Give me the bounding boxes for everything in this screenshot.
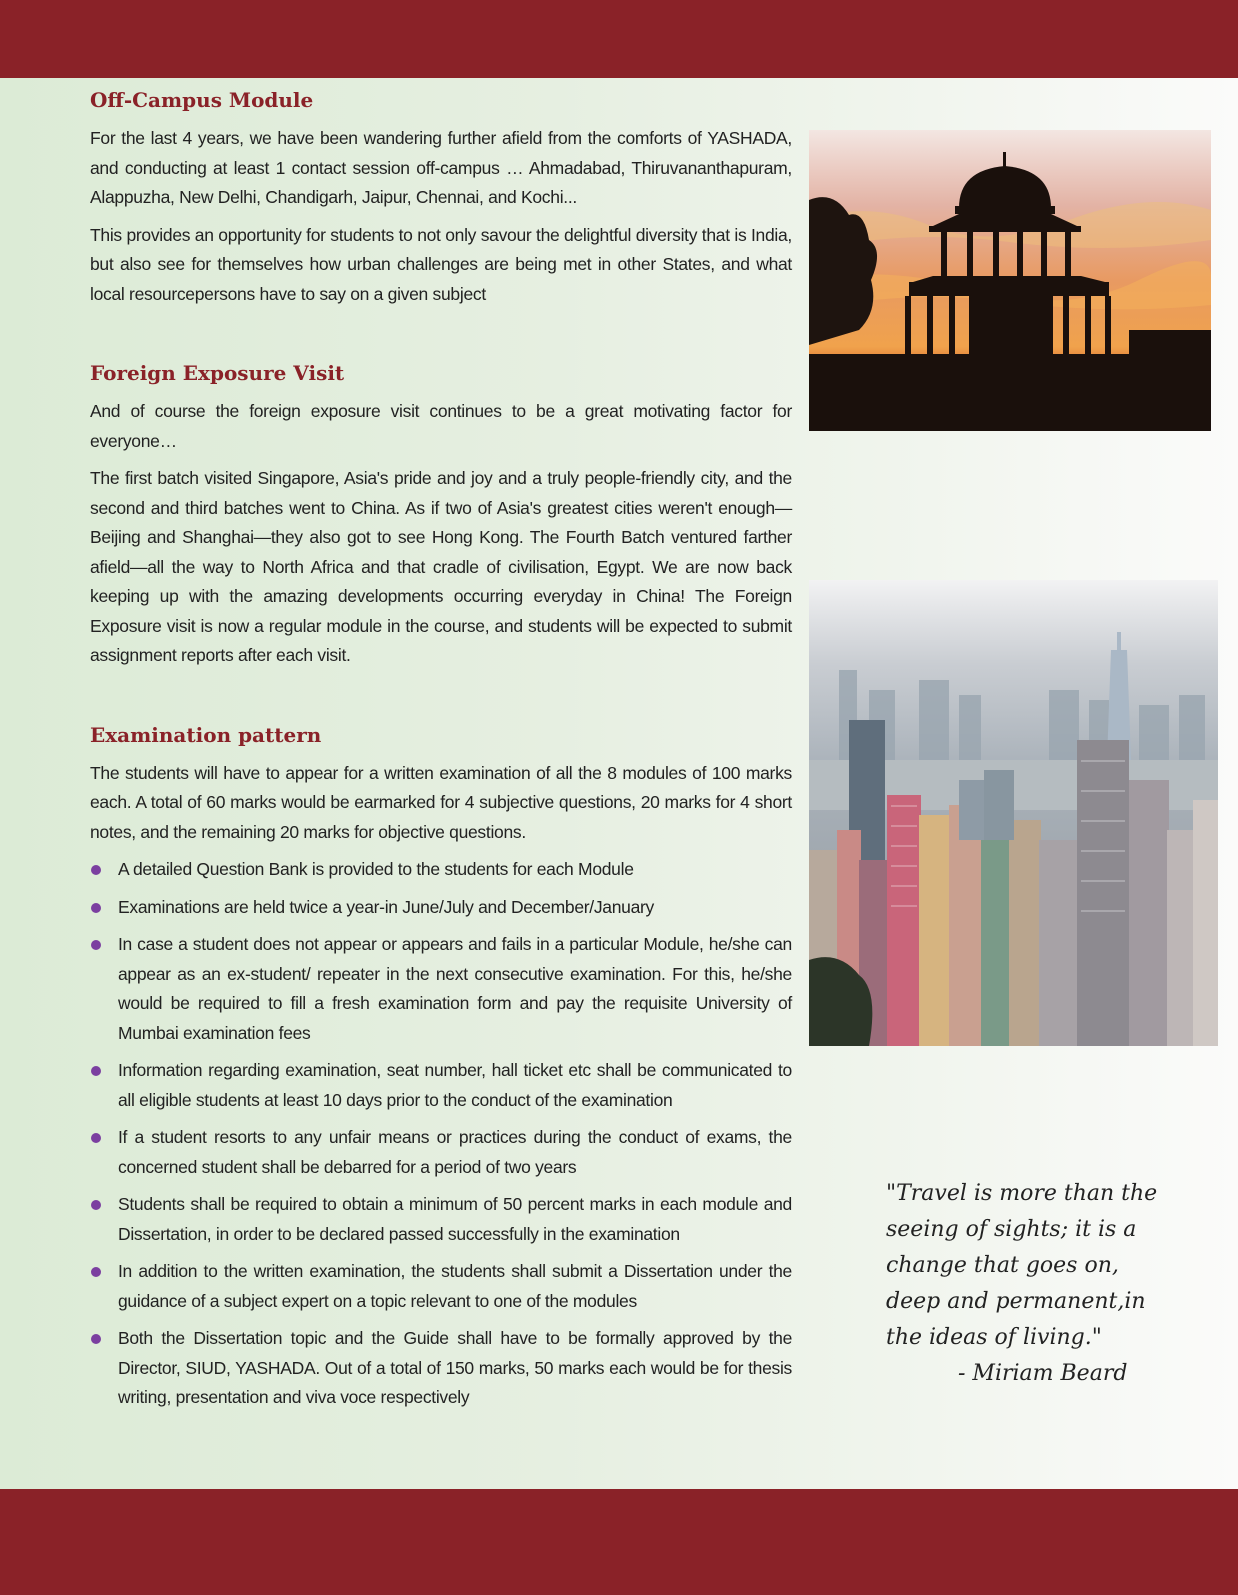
list-item: In addition to the written examination, the students shall submit a Dissertation under the guidance of a subject expert on a topic relevant to one of the modules (90, 1257, 792, 1316)
top-banner (0, 0, 1238, 78)
pavilion-silhouette-icon (809, 130, 1211, 431)
bullet-icon (91, 1066, 101, 1076)
foreign-exposure-paragraph-1: And of course the foreign exposure visit continues to be a great motivating factor for everyone… (90, 401, 792, 451)
city-skyline-photo (809, 580, 1218, 1046)
bullet-icon (91, 1334, 101, 1344)
bullet-icon (91, 1133, 101, 1143)
quote-line: seeing of sights; it is a (886, 1217, 1137, 1242)
skyline-icon (809, 580, 1218, 1046)
list-item: Examinations are held twice a year-in June/July and December/January (90, 893, 792, 923)
foreign-exposure-section (90, 359, 792, 671)
list-item: If a student resorts to any unfair means or practices during the conduct of exams, the concerned student shall be debarred for a period of two years (90, 1123, 792, 1182)
off-campus-heading: Off-Campus Module (90, 88, 314, 112)
off-campus-section (90, 86, 792, 309)
list-item: In case a student does not appear or appears and fails in a particular Module, he/she can appear as an ex-student/ repeater in the next consecutive examination. For this, he/she would be required to fill a fresh examination form and pay the requisite University of Mumbai examination fees (90, 930, 792, 1048)
off-campus-paragraph-2: This provides an opportunity for students to not only savour the delightful diversity that is India, but also see for themselves how urban challenges are being met in other States, and what local resourcepersons have to say on a given subject (90, 224, 792, 304)
foreign-exposure-heading: Foreign Exposure Visit (90, 361, 345, 385)
quote-line: change that goes on, (886, 1253, 1119, 1278)
quote-line: the ideas of living." (886, 1325, 1102, 1350)
bullet-icon (91, 1267, 101, 1277)
bottom-banner (0, 1489, 1238, 1595)
list-item: Both the Dissertation topic and the Guide shall have to be formally approved by the Director, SIUD, YASHADA. Out of a total of 150 marks, 50 marks each would be for thesis writing, presentation and viva voce respectively (90, 1324, 792, 1413)
examination-bullet-list (90, 855, 792, 1413)
main-content (90, 86, 792, 1421)
examination-intro: The students will have to appear for a written examination of all the 8 modules of 100 marks each. A total of 60 marks would be earmarked for 4 subjective questions, 20 marks for 4 short notes, and the remaining 20 marks for objective questions. (90, 762, 792, 842)
bullet-icon (91, 940, 101, 950)
examination-section (90, 721, 792, 1413)
list-item: Information regarding examination, seat number, hall ticket etc shall be communicated to all eligible students at least 10 days prior to the conduct of the examination (90, 1056, 792, 1115)
bullet-icon (91, 865, 101, 875)
examination-heading: Examination pattern (90, 722, 322, 747)
list-item: Students shall be required to obtain a minimum of 50 percent marks in each module and Dissertation, in order to be declared passed successfully in the examination (90, 1190, 792, 1249)
quote-line: deep and permanent,in (886, 1289, 1146, 1314)
bullet-icon (91, 903, 101, 913)
quote-author: - Miriam Beard (958, 1361, 1128, 1386)
off-campus-paragraph-1: For the last 4 years, we have been wandering further afield from the comforts of YASHADA, and conducting at least 1 contact session off-campus … Ahmadabad, Thiruvananthapuram, Alappuzha, New Delhi, Chandigarh, Jaipur, Chennai, and Kochi... (90, 128, 792, 207)
list-item: A detailed Question Bank is provided to the students for each Module (90, 855, 792, 885)
bullet-icon (91, 1200, 101, 1210)
quote-line: "Travel is more than the (886, 1181, 1158, 1206)
foreign-exposure-paragraph-2: The first batch visited Singapore, Asia's pride and joy and a truly people-friendly city, and the second and third batches went to China. As if two of Asia's greatest cities weren't enough—Beijing and Shanghai—they also got to see Hong Kong. The Fourth Batch ventured farther afield—all the way to North Africa and that cradle of civilisation, Egypt. We are now back keeping up with the amazing developments occurring everyday in China! The Foreign Exposure visit is now a regular module in the course, and students will be expected to submit assignment reports after each visit. (90, 468, 792, 665)
pavilion-sunset-photo (809, 130, 1211, 431)
travel-quote (886, 1176, 1186, 1392)
